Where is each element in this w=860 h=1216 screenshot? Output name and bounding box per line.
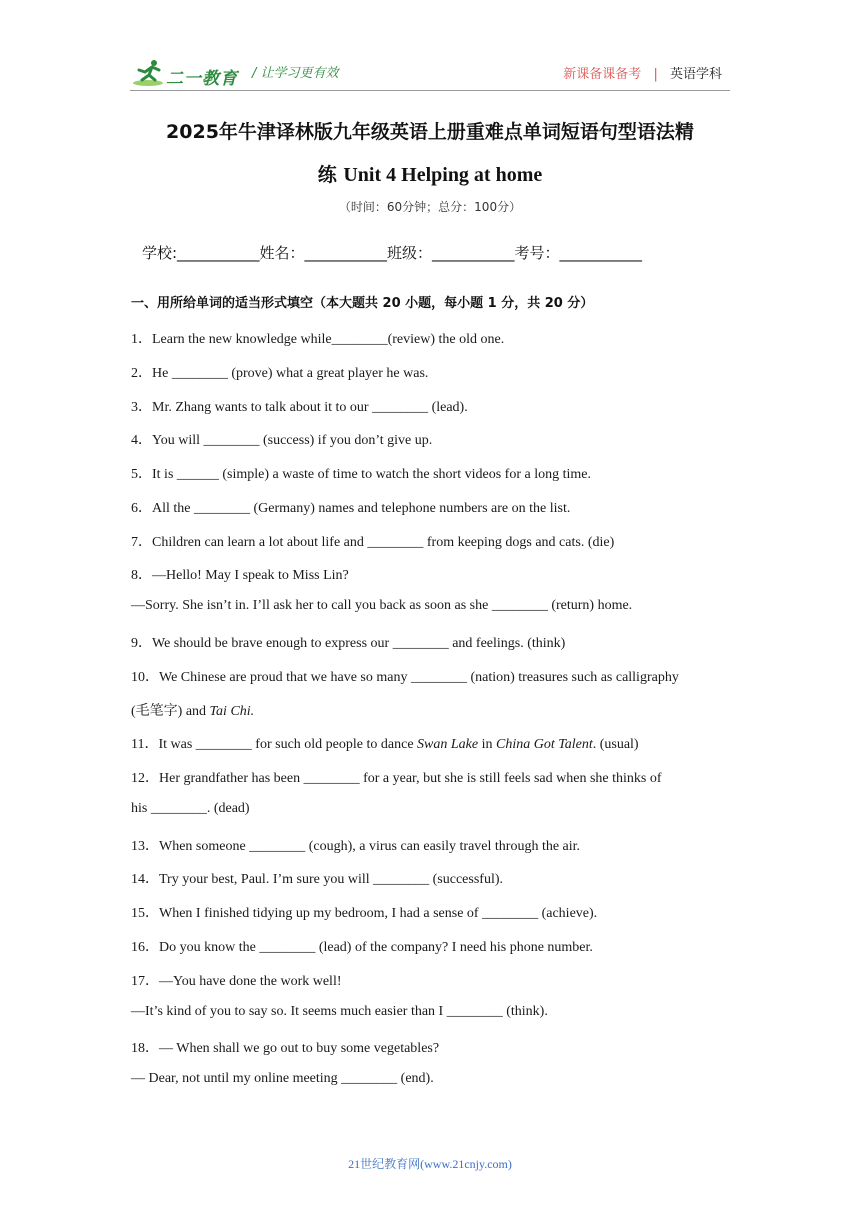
question-line: 9．We should be brave enough to express our ________ and feelings. (think) [131,636,566,651]
runner-icon [132,58,166,88]
student-info-line: 学校:___________姓名：___________班级：___________考号：___________ [142,244,643,262]
doc-title-line1: 2025年牛津译林版九年级英语上册重难点单词短语句型语法精 [166,121,694,143]
question-line: 2．He ________ (prove) what a great player he was. [131,366,429,381]
question-line: 6．All the ________ (Germany) names and telephone numbers are on the list. [131,501,571,516]
exam-info: （时间：60分钟；总分：100分） [338,200,522,214]
question-line: (毛笔字) and Tai Chi. [131,704,255,719]
page-footer: 21世纪教育网(www.21cnjy.com) [348,1157,512,1171]
question-line: —It’s kind of you to say so. It seems much easier than I ________ (think). [131,1004,548,1019]
question-line: 10．We Chinese are proud that we have so many ________ (nation) treasures such as calligraphy [131,670,679,685]
header-tagline: 新课备课备考 [563,67,642,82]
question-line: — Dear, not until my online meeting ________ (end). [131,1071,434,1086]
doc-title-line2 [100,160,760,187]
logo-text: 二一教育 [166,69,238,89]
slogan: / 让学习更有效 [252,66,339,81]
header-separator: | [653,67,658,82]
brand-logo [132,58,244,88]
question-line: 17．—You have done the work well! [131,974,342,989]
header-right [563,63,722,82]
question-line: 1．Learn the new knowledge while________(review) the old one. [131,332,505,347]
section-title: 一、用所给单词的适当形式填空（本大题共 20 小题，每小题 1 分，共 20 分） [131,296,594,311]
question-line: 16．Do you know the ________ (lead) of the company? I need his phone number. [131,940,593,955]
question-line: 12．Her grandfather has been ________ for a year, but she is still feels sad when she thinks of [131,771,662,786]
question-line: 14．Try your best, Paul. I’m sure you will ________ (successful). [131,872,504,887]
header-subject: 英语学科 [669,67,722,82]
doc-title-line2-cn: 练 [317,164,337,186]
question-line: 18．— When shall we go out to buy some vegetables? [131,1041,440,1056]
question-line: —Sorry. She isn’t in. I’ll ask her to call you back as soon as she ________ (return) home. [131,598,633,613]
doc-title-line2-en: Unit 4 Helping at home [343,164,543,186]
question-line: 4．You will ________ (success) if you don’t give up. [131,433,433,448]
question-line: his ________. (dead) [131,801,250,816]
page-header [130,56,730,91]
question-line: 5．It is ______ (simple) a waste of time to watch the short videos for a long time. [131,467,591,482]
question-line: 3．Mr. Zhang wants to talk about it to our ________ (lead). [131,400,468,415]
question-line: 8．—Hello! May I speak to Miss Lin? [131,568,349,583]
question-line: 13．When someone ________ (cough), a virus can easily travel through the air. [131,839,581,854]
question-line: 11．It was ________ for such old people to dance Swan Lake in China Got Talent. (usual) [131,737,639,752]
question-line: 15．When I finished tidying up my bedroom, I had a sense of ________ (achieve). [131,906,598,921]
question-line: 7．Children can learn a lot about life and ________ from keeping dogs and cats. (die) [131,535,615,550]
